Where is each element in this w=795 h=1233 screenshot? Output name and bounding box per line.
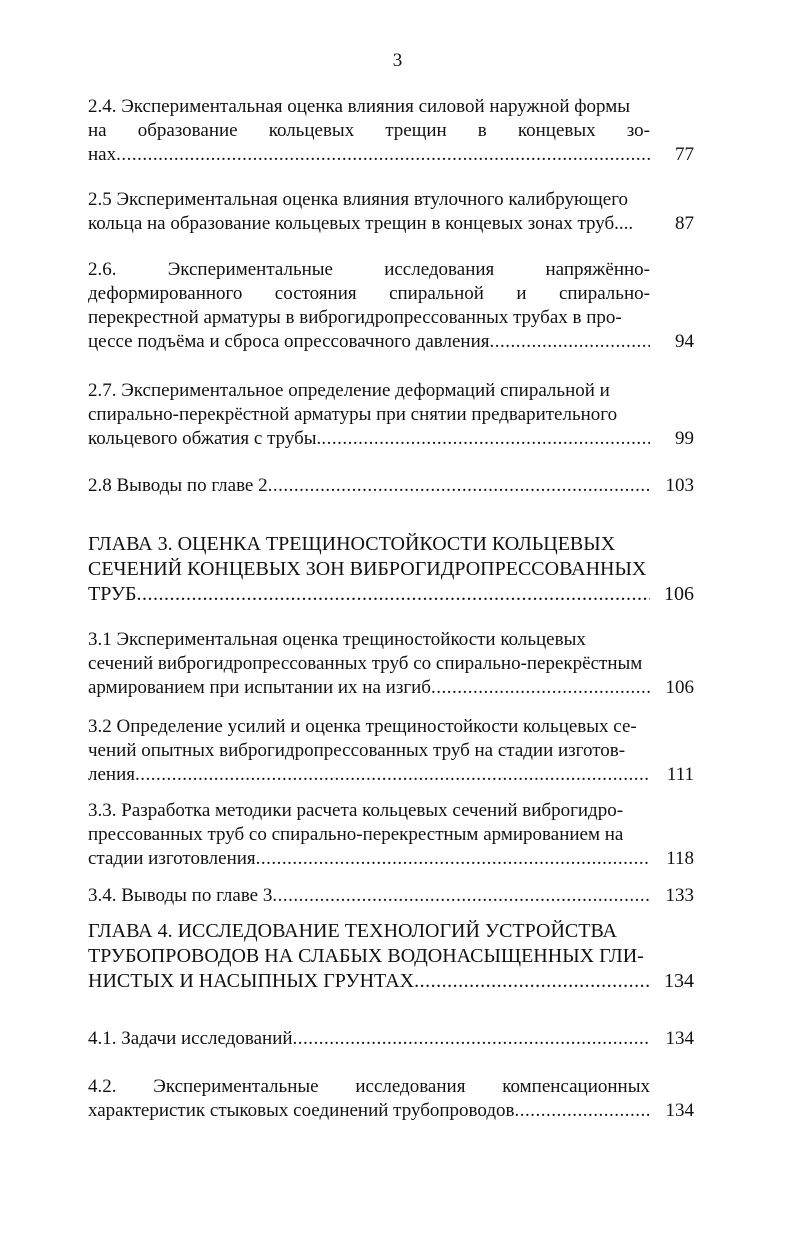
toc-entry-text: 3.2 Определение усилий и оценка трещиностойкости кольцевых се- (88, 716, 637, 737)
toc-entry-3-3[interactable] (88, 799, 694, 871)
toc-entry-text: армированием при испытании их на изгиб ..... (88, 676, 650, 700)
toc-entry-4-1[interactable] (88, 1027, 694, 1051)
toc-entry-text: 4.2. Экспериментальные исследования компенсационных (88, 1076, 650, 1097)
toc-entry-4-2[interactable] (88, 1075, 694, 1123)
toc-entry-text: 4.1. Задачи исследований ..... (88, 1027, 650, 1051)
toc-page-number: 106 (664, 583, 694, 605)
toc-entry-text: кольца на образование кольцевых трещин в концевых зонах труб.... (88, 213, 634, 234)
toc-entry-text: нах ..... (88, 143, 650, 167)
toc-entry-text: спирально-перекрёстной арматуры при снятии предварительного (88, 404, 618, 425)
toc-entry-text: 2.5 Экспериментальная оценка влияния втулочного калибрующего (88, 189, 629, 210)
toc-page-number: 134 (665, 1100, 694, 1121)
toc-entry-text: 2.6. Экспериментальные исследования напряжённо- (88, 259, 650, 280)
toc-entry-text: характеристик стыковых соединений трубопроводов ..... (88, 1099, 650, 1123)
toc-page-number: 134 (664, 970, 694, 992)
toc-page-number: 106 (665, 677, 694, 698)
toc-chapter-3[interactable] (88, 532, 694, 607)
toc-entry-2-4[interactable] (88, 95, 694, 167)
dot-leader (321, 427, 650, 451)
toc-page-number: 111 (666, 764, 694, 785)
dot-leader (268, 474, 650, 498)
toc-entry-text: ления ..... (88, 763, 650, 787)
toc-chapter-title: ГЛАВА 3. ОЦЕНКА ТРЕЩИНОСТОЙКОСТИ КОЛЬЦЕВЫХ (88, 533, 616, 555)
toc-chapter-title: НИСТЫХ И НАСЫПНЫХ ГРУНТАХ ..... (88, 969, 650, 994)
toc-entry-text: чений опытных виброгидропрессованных труб на стадии изготов- (88, 740, 626, 761)
toc-entry-text: кольцевого обжатия с трубы. ..... (88, 427, 650, 451)
toc-entry-3-2[interactable] (88, 715, 694, 787)
toc-entry-text: 2.8 Выводы по главе 2 ..... (88, 474, 650, 498)
dot-leader (514, 1099, 650, 1123)
dot-leader (272, 884, 650, 908)
toc-entry-text: 3.4. Выводы по главе 3 ..... (88, 884, 650, 908)
toc-page-number: 87 (675, 213, 694, 234)
toc-page-number: 134 (665, 1028, 694, 1049)
toc-entry-text: деформированного состояния спиральной и спирально- (88, 283, 650, 304)
toc-page-number: 77 (675, 144, 694, 165)
toc-entry-2-8[interactable] (88, 474, 694, 498)
toc-entry-text: цессе подъёма и сброса опрессовачного давления ..... (88, 330, 650, 354)
toc-page-number: 99 (675, 428, 694, 449)
toc-chapter-title: ТРУБ ..... (88, 582, 650, 607)
toc-entry-text: прессованных труб со спирально-перекрестным армированием на (88, 824, 624, 845)
toc-entry-text: перекрестной арматуры в виброгидропрессованных трубах в про- (88, 307, 622, 328)
toc-entry-text: сечений виброгидропрессованных труб со спирально-перекрёстным (88, 653, 643, 674)
dot-leader (137, 582, 651, 607)
toc-entry-text: стадии изготовления ..... (88, 847, 650, 871)
toc-entry-3-1[interactable] (88, 628, 694, 700)
toc-entry-2-7[interactable] (88, 379, 694, 451)
dot-leader (256, 847, 650, 871)
dot-leader (116, 143, 650, 167)
toc-chapter-title: ТРУБОПРОВОДОВ НА СЛАБЫХ ВОДОНАСЫЩЕННЫХ ГЛИ- (88, 945, 644, 967)
toc-entry-text: 3.1 Экспериментальная оценка трещиностойкости кольцевых (88, 629, 586, 650)
toc-entry-text: на образование кольцевых трещин в концевых зо- (88, 120, 650, 141)
toc-entry-text: 3.3. Разработка методики расчета кольцевых сечений виброгидро- (88, 800, 624, 821)
toc-page-number: 118 (666, 848, 694, 869)
dot-leader (135, 763, 650, 787)
page-number: 3 (392, 50, 403, 71)
toc-page-number: 94 (675, 331, 694, 352)
toc-entry-text: 2.7. Экспериментальное определение деформаций спиральной и (88, 380, 610, 401)
toc-page-number: 103 (665, 475, 694, 496)
toc-chapter-title: СЕЧЕНИЙ КОНЦЕВЫХ ЗОН ВИБРОГИДРОПРЕССОВАННЫХ (88, 558, 647, 580)
toc-entry-2-6[interactable] (88, 258, 694, 354)
toc-entry-3-4[interactable] (88, 884, 694, 908)
toc-chapter-title: ГЛАВА 4. ИССЛЕДОВАНИЕ ТЕХНОЛОГИЙ УСТРОЙСТВА (88, 920, 617, 942)
dot-leader (293, 1027, 650, 1051)
dot-leader (431, 676, 650, 700)
toc-entry-text: 2.4. Экспериментальная оценка влияния силовой наружной формы (88, 96, 631, 117)
toc-entry-2-5[interactable] (88, 188, 694, 236)
dot-leader (490, 330, 651, 354)
toc-chapter-4[interactable] (88, 919, 694, 994)
dot-leader (414, 969, 650, 994)
toc-page-number: 133 (665, 885, 694, 906)
